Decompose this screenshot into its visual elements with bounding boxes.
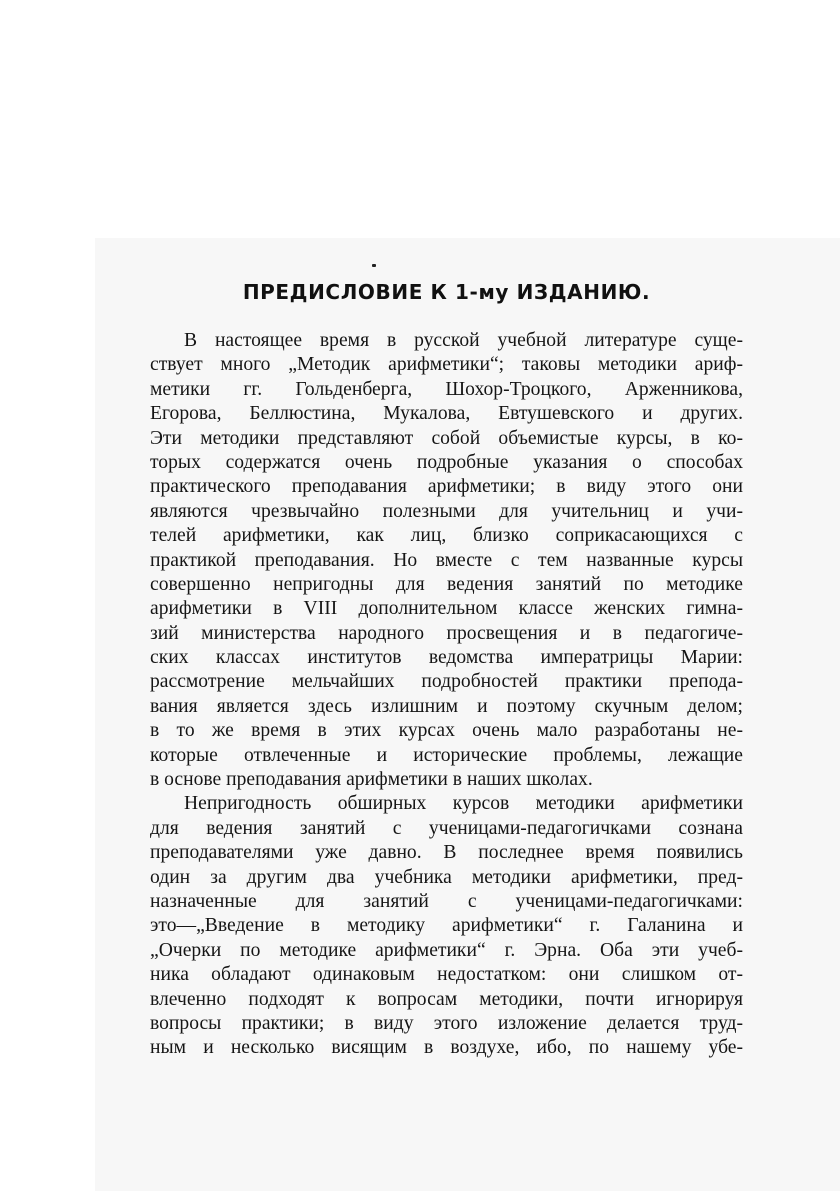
paragraph-1: [150, 329, 743, 792]
text-line: один за другим два учебника методики арифметики, пред-: [150, 866, 743, 888]
text-line: которые отвлеченные и исторические проблемы, лежащие: [150, 744, 743, 766]
body-text: [150, 329, 743, 1061]
text-line: вопросы практики; в виду этого изложение делается труд-: [150, 1012, 743, 1034]
paragraph-2: [150, 792, 743, 1060]
text-line: Непригодность обширных курсов методики арифметики: [184, 793, 743, 815]
text-line: арифметики в VIII дополнительном классе женских гимна-: [150, 598, 743, 620]
text-line: являются чрезвычайно полезными для учительниц и учи-: [150, 500, 743, 522]
text-line: ских классах институтов ведомства императрицы Марии:: [150, 647, 743, 669]
text-line: для ведения занятий с ученицами-педагогичками сознана: [150, 817, 743, 839]
text-line-last: в основе преподавания арифметики в наших школах.: [150, 769, 593, 791]
page-heading: ПРЕДИСЛОВИЕ К 1-му ИЗДАНИЮ.: [242, 280, 651, 304]
text-line: Эти методики представляют собой объемистые курсы, в ко-: [150, 427, 743, 449]
text-line: это—„Введение в методику арифметики“ г. Галанина и: [150, 915, 743, 937]
text-line: В настоящее время в русской учебной литературе суще-: [184, 330, 743, 351]
ink-speck: [372, 264, 376, 267]
text-line: рассмотрение мельчайших подробностей практики препода-: [150, 671, 743, 693]
text-line: телей арифметики, как лиц, близко соприкасающихся с: [150, 525, 743, 547]
text-line: метики гг. Гольденберга, Шохор-Троцкого, Арженникова,: [150, 378, 743, 400]
text-line: торых содержатся очень подробные указания о способах: [150, 451, 743, 473]
text-line: Егорова, Беллюстина, Мукалова, Евтушевского и других.: [150, 403, 743, 425]
text-line: вания является здесь излишним и поэтому скучным делом;: [150, 695, 743, 717]
text-line: в то же время в этих курсах очень мало разработаны не-: [150, 720, 743, 742]
text-line: преподавателями уже давно. В последнее время появились: [150, 842, 743, 864]
text-line: ным и несколько висящим в воздухе, ибо, по нашему убе-: [150, 1037, 743, 1059]
text-line: зий министерства народного просвещения и в педагогиче-: [150, 622, 743, 644]
text-line: практикой преподавания. Но вместе с тем названные курсы: [150, 549, 743, 571]
text-line: ствует много „Методик арифметики“; таковы методики ариф-: [150, 354, 743, 376]
text-line: совершенно непригодны для ведения занятий по методике: [150, 573, 743, 595]
text-line: практического преподавания арифметики; в виду этого они: [150, 476, 743, 498]
text-line: ника обладают одинаковым недостатком: они слишком от-: [150, 964, 743, 986]
text-line: назначенные для занятий с ученицами-педагогичками:: [150, 890, 743, 912]
text-line: „Очерки по методике арифметики“ г. Эрна. Оба эти учеб-: [150, 939, 743, 961]
text-line: влеченно подходят к вопросам методики, почти игнорируя: [150, 988, 743, 1010]
